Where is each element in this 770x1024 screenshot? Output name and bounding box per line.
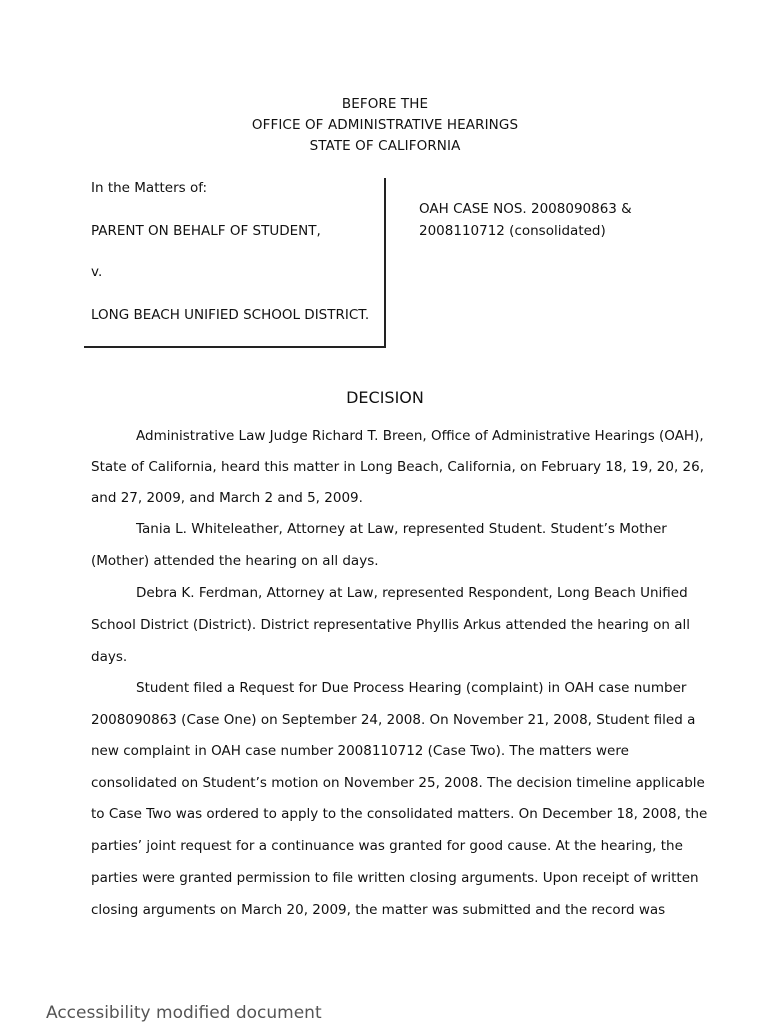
caption-in-the-matters: In the Matters of: — [91, 180, 208, 196]
accessibility-footer: Accessibility modified document — [46, 1003, 322, 1023]
body-line: Student filed a Request for Due Process Hearing (complaint) in OAH case number — [136, 680, 687, 696]
decision-title: DECISION — [346, 388, 424, 407]
header-office: OFFICE OF ADMINISTRATIVE HEARINGS — [251, 117, 519, 133]
body-line: days. — [91, 649, 128, 665]
body-line: closing arguments on March 20, 2009, the matter was submitted and the record was — [91, 902, 666, 918]
body-line: State of California, heard this matter in Long Beach, California, on February 18, 19, 20, 26, — [91, 459, 705, 475]
caption-versus: v. — [91, 264, 103, 280]
caption-vertical-rule — [384, 178, 386, 347]
body-line: and 27, 2009, and March 2 and 5, 2009. — [91, 490, 363, 506]
body-line: Administrative Law Judge Richard T. Breen, Office of Administrative Hearings (OAH), — [136, 428, 704, 444]
header-state: STATE OF CALIFORNIA — [309, 138, 461, 154]
body-line: (Mother) attended the hearing on all days. — [91, 553, 379, 569]
body-line: consolidated on Student’s motion on November 25, 2008. The decision timeline applicable — [91, 775, 705, 791]
body-line: School District (District). District representative Phyllis Arkus attended the hearing on all — [91, 617, 691, 633]
body-line: Debra K. Ferdman, Attorney at Law, represented Respondent, Long Beach Unified — [136, 585, 688, 601]
case-number-line-2: 2008110712 (consolidated) — [419, 223, 606, 239]
case-number-line-1: OAH CASE NOS. 2008090863 & — [419, 201, 632, 217]
caption-horizontal-rule — [84, 346, 386, 348]
body-line: parties’ joint request for a continuance was granted for good cause. At the hearing, the — [91, 838, 683, 854]
caption-petitioner: PARENT ON BEHALF OF STUDENT, — [91, 223, 321, 239]
header-before-the: BEFORE THE — [341, 96, 429, 112]
body-line: 2008090863 (Case One) on September 24, 2008. On November 21, 2008, Student filed a — [91, 712, 696, 728]
body-line: parties were granted permission to file written closing arguments. Upon receipt of written — [91, 870, 699, 886]
body-line: Tania L. Whiteleather, Attorney at Law, represented Student. Student’s Mother — [136, 521, 667, 537]
body-line: to Case Two was ordered to apply to the consolidated matters. On December 18, 2008, the — [91, 806, 708, 822]
body-line: new complaint in OAH case number 2008110712 (Case Two). The matters were — [91, 743, 629, 759]
caption-respondent: LONG BEACH UNIFIED SCHOOL DISTRICT. — [91, 307, 370, 323]
